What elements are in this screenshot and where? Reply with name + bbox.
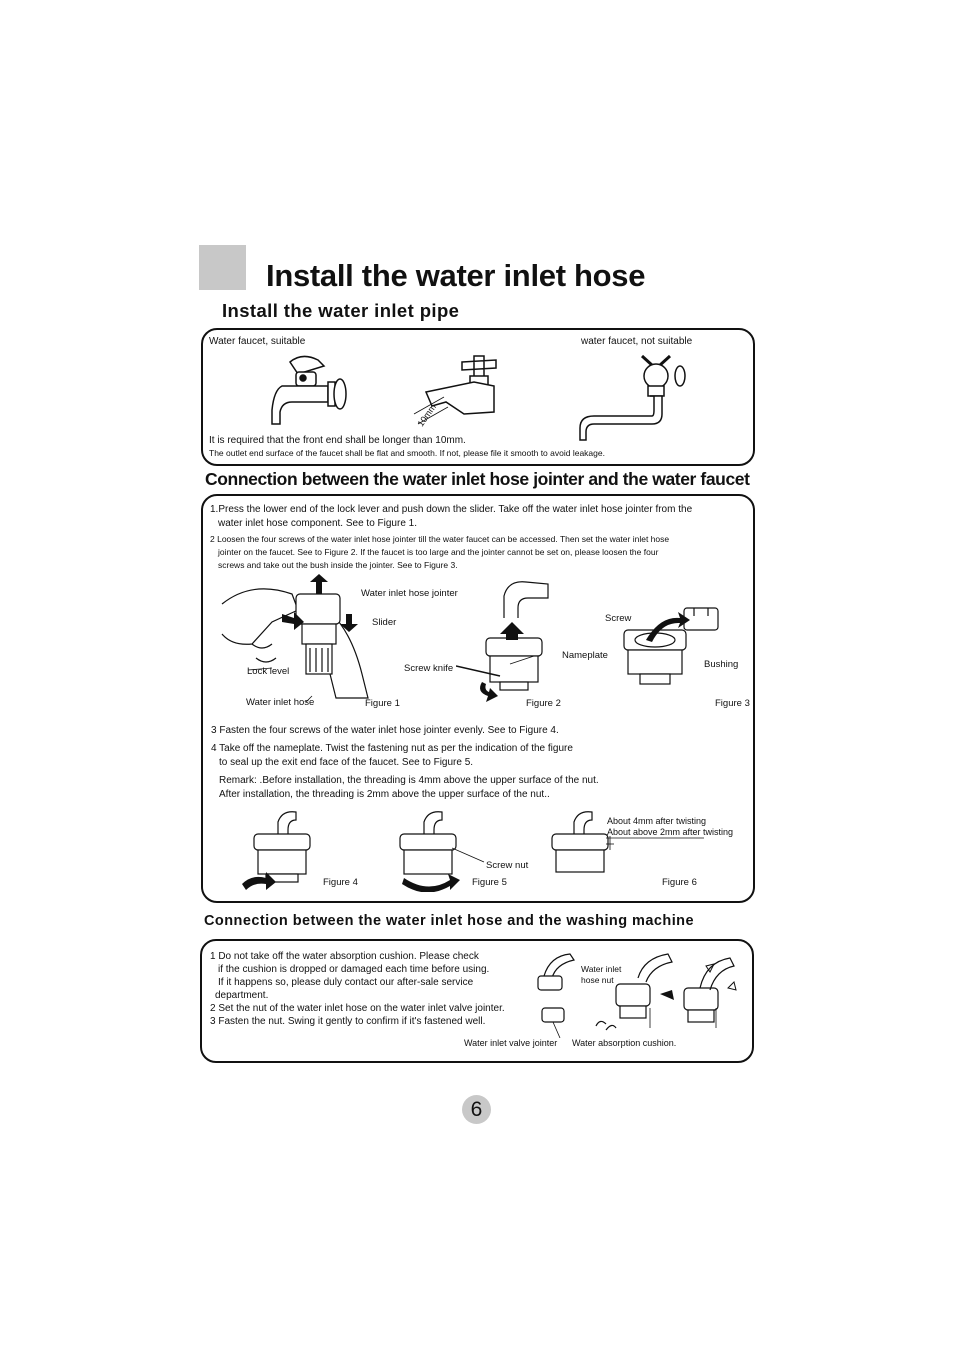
section1-note1: It is required that the front end shall be longer than 10mm. — [209, 435, 466, 446]
section1-note2: The outlet end surface of the faucet shall be flat and smooth. If not, please file it smooth to avoid leakage. — [209, 448, 605, 458]
figure5-illustration — [394, 808, 534, 892]
faucet-not-suitable-figure — [574, 352, 694, 444]
figure3-illustration — [620, 604, 726, 690]
remark-line2: After installation, the threading is 2mm above the upper surface of the nut.. — [219, 789, 550, 800]
fig4-caption: Figure 4 — [323, 877, 358, 888]
section3-line5: 2 Set the nut of the water inlet hose on the water inlet valve jointer. — [210, 1003, 505, 1014]
section3-line1: 1 Do not take off the water absorption cushion. Please check — [210, 951, 479, 962]
section3-illustration — [520, 948, 750, 1038]
fig1-label-hose: Water inlet hose — [246, 697, 315, 708]
faucet-suitable-1-figure — [268, 352, 350, 427]
page-number: 6 — [462, 1095, 491, 1124]
dimension-label: 10mm — [415, 402, 439, 429]
fig3-label-screw: Screw — [605, 613, 632, 624]
label-absorption-cushion: Water absorption cushion. — [572, 1038, 677, 1048]
label-not-suitable: water faucet, not suitable — [581, 336, 693, 347]
step1-line1: 1.Press the lower end of the lock lever and push down the slider. Take off the water inlet hose jointer from the — [210, 504, 693, 515]
faucet-suitable-2-figure — [404, 352, 504, 432]
step2-line2: jointer on the faucet. See to Figure 2. If the faucet is too large and the jointer cannot be set on, please loosen the four — [218, 547, 659, 557]
section2-heading: Connection between the water inlet hose jointer and the water faucet — [205, 469, 750, 489]
fig3-label-bushing: Bushing — [704, 659, 739, 670]
fig2-label-knife: Screw knife — [404, 663, 454, 674]
section3-line3: If it happens so, please duly contact our after-sale service — [218, 977, 474, 988]
figure4-illustration — [238, 808, 328, 892]
step1-line2: water inlet hose component. See to Figure 1. — [218, 518, 418, 529]
label-valve-jointer: Water inlet valve jointer — [464, 1038, 558, 1048]
fig1-label-lock: Lock level — [247, 666, 290, 677]
fig5-label-nut: Screw nut — [486, 860, 529, 871]
fig1-label-slider: Slider — [372, 617, 397, 628]
section3-line4: department. — [215, 990, 269, 1001]
fig3-caption: Figure 3 — [715, 698, 750, 709]
section3-line6: 3 Fasten the nut. Swing it gently to confirm if it's fastened well. — [210, 1016, 486, 1027]
figure2-illustration — [456, 578, 556, 702]
step4-line1: 4 Take off the nameplate. Twist the fastening nut as per the indication of the figure — [211, 743, 573, 754]
fig2-caption: Figure 2 — [526, 698, 561, 709]
remark-line1: Remark: .Before installation, the threading is 4mm above the upper surface of the nut. — [219, 775, 599, 786]
label-hose-nut-2: hose nut — [581, 975, 614, 985]
fig2-label-nameplate: Nameplate — [562, 650, 608, 661]
fig5-caption: Figure 5 — [472, 877, 507, 888]
fig6-label-2mm: About above 2mm after twisting — [607, 827, 734, 837]
page-title: Install the water inlet hose — [266, 258, 646, 293]
label-hose-nut-1: Water inlet — [581, 964, 622, 974]
fig1-caption: Figure 1 — [365, 698, 400, 709]
fig6-label-4mm: About 4mm after twisting — [607, 816, 707, 826]
section-marker — [199, 245, 246, 290]
step2-line3: screws and take out the bush inside the jointer. See to Figure 3. — [218, 560, 458, 570]
section3-heading: Connection between the water inlet hose and the washing machine — [204, 913, 695, 929]
figure1-illustration — [212, 574, 382, 702]
label-suitable: Water faucet, suitable — [209, 336, 306, 347]
fig6-caption: Figure 6 — [662, 877, 697, 888]
fig1-label-jointer: Water inlet hose jointer — [361, 588, 458, 599]
section3-line2: if the cushion is dropped or damaged each time before using. — [218, 964, 490, 975]
step2-line1: 2 Loosen the four screws of the water inlet hose jointer till the water faucet can be accessed. Then set the water inlet hose — [210, 534, 670, 544]
step3-text: 3 Fasten the four screws of the water inlet hose jointer evenly. See to Figure 4. — [211, 725, 559, 736]
step4-line2: to seal up the exit end face of the faucet. See to Figure 5. — [219, 757, 474, 768]
section1-heading: Install the water inlet pipe — [222, 300, 460, 321]
